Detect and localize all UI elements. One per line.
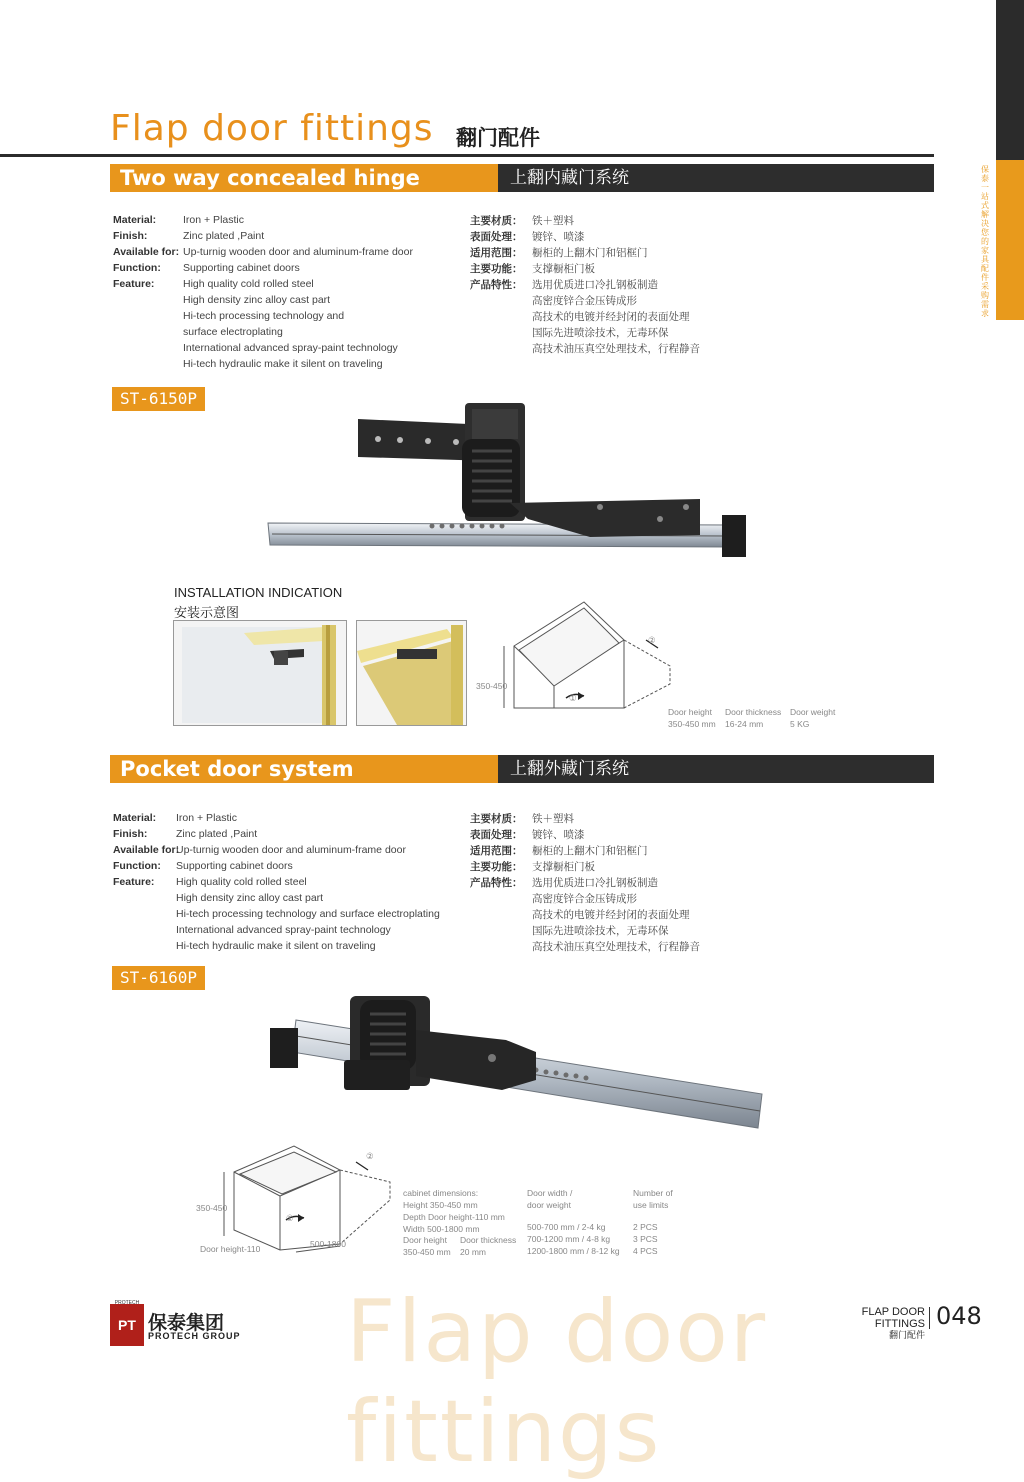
spec-value-cn: 铁＋塑料 — [532, 813, 574, 825]
use-limits — [633, 1187, 673, 1257]
product-image-hinge — [260, 395, 750, 560]
footer-label-cn: 翻门配件 — [888, 1330, 925, 1340]
spec-value-cn: 高技术油压真空处理技术，行程静音 — [532, 941, 700, 953]
spec-value-cn: 国际先进喷涂技术，无毒环保 — [532, 925, 669, 937]
cabinet-dim-head: cabinet dimensions: — [403, 1188, 479, 1198]
section2-title-bar — [110, 755, 498, 783]
spec-value: Zinc plated ,Paint — [176, 828, 258, 840]
cabinet-height-dim: 350-450 — [476, 681, 508, 691]
page-number: 048 — [936, 1302, 982, 1330]
page-title-cn: 翻门配件 — [456, 127, 540, 150]
spec-label-cn: 主要材质： — [470, 215, 523, 227]
spec-label-cn: 表面处理： — [470, 231, 523, 243]
spec-door-thickness — [725, 706, 781, 730]
spec-label: Feature: — [113, 876, 155, 888]
edge-slogan: 保泰 一站式解决您的家具配件采购需求 — [981, 165, 989, 318]
page-title: Flap door fittings — [110, 108, 434, 149]
install-title: INSTALLATION INDICATION — [174, 585, 343, 600]
marker-1: ① — [569, 693, 577, 703]
section1-spec-cn — [470, 213, 730, 363]
footer-divider — [929, 1307, 930, 1329]
spec-label: Feature: — [113, 278, 155, 290]
spec-label-cn: 适用范围： — [470, 845, 523, 857]
spec-val: 700-1200 mm / 4-8 kg — [527, 1234, 611, 1244]
spec-value-cn: 橱柜的上翻木门和铝框门 — [532, 247, 648, 259]
spec-label: Finish: — [113, 230, 148, 242]
cabinet-dim-width: Width 500-1800 mm — [403, 1224, 480, 1234]
model-tag: ST-6160P — [112, 966, 205, 990]
title-rule — [0, 154, 934, 157]
spec-value-cn: 镀锌、喷漆 — [532, 231, 585, 243]
spec-value-cn: 选用优质进口冷扎钢板制造 — [532, 877, 658, 889]
spec-head: Door height — [668, 707, 712, 717]
spec-label-cn: 主要功能： — [470, 861, 523, 873]
spec-label-cn: 适用范围： — [470, 247, 523, 259]
spec-label-cn: 主要材质： — [470, 813, 523, 825]
door-width-weight — [527, 1187, 620, 1257]
marker-2: ② — [648, 635, 656, 645]
spec-label-cn: 产品特性： — [470, 877, 523, 889]
install-photo-closed — [173, 620, 347, 726]
spec-door-weight — [790, 706, 835, 730]
spec-label: Available for: — [113, 844, 180, 856]
section2-spec-cn — [470, 811, 730, 961]
spec-head: Door width / — [527, 1188, 573, 1198]
cabinet2-height-dim: 350-450 — [196, 1203, 228, 1213]
footer-section-label — [815, 1306, 925, 1341]
spec-value: Hi-tech hydraulic make it silent on traveling — [176, 940, 376, 952]
logo-mark-text: PT — [118, 1317, 136, 1333]
spec-label: Available for: — [113, 246, 180, 258]
spec-label-cn: 主要功能： — [470, 263, 523, 275]
company-logo-mark — [110, 1304, 144, 1346]
spec-val: 350-450 mm — [668, 719, 716, 729]
section2-spec-en — [113, 810, 465, 960]
spec-value-cn: 镀锌、喷漆 — [532, 829, 585, 841]
spec-door-height — [668, 706, 716, 730]
spec-value-cn: 高技术油压真空处理技术，行程静音 — [532, 343, 700, 355]
spec-val: 350-450 mm — [403, 1247, 451, 1257]
spec-value: Supporting cabinet doors — [176, 860, 293, 872]
section1-title-bar-cn — [498, 164, 934, 192]
marker-2: ② — [366, 1151, 374, 1161]
spec-value-cn: 高技术的电镀并经封闭的表面处理 — [532, 909, 690, 921]
spec-value: Up-turnig wooden door and aluminum-frame door — [183, 246, 413, 258]
section2-title-cn: 上翻外藏门系统 — [510, 759, 629, 778]
spec-value: High density zinc alloy cast part — [183, 294, 331, 306]
spec-label: Material: — [113, 214, 157, 226]
edge-band-orange — [996, 160, 1024, 320]
spec-val: 1200-1800 mm / 8-12 kg — [527, 1246, 620, 1256]
spec-head: Door thickness — [460, 1235, 517, 1245]
spec-val: 3 PCS — [633, 1234, 658, 1244]
spec-value-cn: 铁＋塑料 — [532, 215, 574, 227]
spec-value-cn: 橱柜的上翻木门和铝框门 — [532, 845, 648, 857]
spec-label: Function: — [113, 262, 161, 274]
spec-value: Hi-tech hydraulic make it silent on traveling — [183, 358, 383, 370]
cabinet-dim-height: Height 350-450 mm — [403, 1200, 478, 1210]
section1-title-cn: 上翻内藏门系统 — [510, 168, 629, 187]
spec-value: Hi-tech processing technology and — [183, 310, 345, 322]
spec-value: Zinc plated ,Paint — [183, 230, 265, 242]
spec-value: High quality cold rolled steel — [183, 278, 314, 290]
logo-small-text: PROTECH — [114, 1300, 140, 1306]
cabinet-dim-depth: Depth Door height-110 mm — [403, 1212, 505, 1222]
spec-label: Finish: — [113, 828, 148, 840]
spec-value-cn: 支撑橱柜门板 — [532, 263, 595, 275]
footer-watermark: Flap door fittings — [346, 1282, 768, 1482]
cabinet-dimensions — [403, 1187, 523, 1235]
spec-head: door weight — [527, 1200, 571, 1210]
install-subtitle: 安装示意图 — [174, 605, 240, 620]
spec-value: High density zinc alloy cast part — [176, 892, 324, 904]
spec-value: Iron + Plastic — [183, 214, 244, 226]
logo-name-en: PROTECH GROUP — [148, 1331, 241, 1341]
section2-title: Pocket door system — [120, 757, 354, 781]
spec-head: Door thickness — [725, 707, 782, 717]
spec-head: Door height — [403, 1235, 447, 1245]
door-thickness-spec — [460, 1234, 516, 1258]
cabinet2-width-dim: 500-1800 — [310, 1239, 346, 1249]
spec-value: Iron + Plastic — [176, 812, 237, 824]
spec-value: Hi-tech processing technology and surface electroplating — [176, 908, 440, 920]
section1-title-bar — [110, 164, 498, 192]
spec-head: Number of — [633, 1188, 673, 1198]
spec-value-cn: 高密度锌合金压铸成形 — [532, 295, 637, 307]
spec-label-cn: 表面处理： — [470, 829, 523, 841]
spec-value: International advanced spray-paint technology — [176, 924, 391, 936]
logo-name-cn: 保泰集团 — [148, 1313, 225, 1334]
spec-val: 5 KG — [790, 719, 810, 729]
cabinet2-depth-dim: Door height-110 — [200, 1244, 261, 1254]
spec-value-cn: 选用优质进口冷扎钢板制造 — [532, 279, 658, 291]
section1-title: Two way concealed hinge — [120, 166, 420, 190]
product-image-pocket — [266, 990, 766, 1135]
section1-spec-en — [113, 212, 463, 382]
footer-label-en: FLAP DOOR FITTINGS — [861, 1306, 925, 1330]
section2-title-bar-cn — [498, 755, 934, 783]
spec-value: International advanced spray-paint technology — [183, 342, 398, 354]
spec-label: Material: — [113, 812, 157, 824]
edge-band-dark — [996, 0, 1024, 160]
spec-value-cn: 国际先进喷涂技术，无毒环保 — [532, 327, 669, 339]
model-tag: ST-6150P — [112, 387, 205, 411]
door-height-spec — [403, 1234, 451, 1258]
spec-label-cn: 产品特性： — [470, 279, 523, 291]
spec-val: 2 PCS — [633, 1222, 658, 1232]
spec-val: 4 PCS — [633, 1246, 658, 1256]
spec-val: 500-700 mm / 2-4 kg — [527, 1222, 606, 1232]
spec-value: surface electroplating — [183, 326, 283, 338]
spec-value: Up-turnig wooden door and aluminum-frame door — [176, 844, 406, 856]
spec-head: use limits — [633, 1200, 669, 1210]
spec-head: Door weight — [790, 707, 836, 717]
spec-value: Supporting cabinet doors — [183, 262, 300, 274]
spec-val: 20 mm — [460, 1247, 486, 1257]
spec-value-cn: 高密度锌合金压铸成形 — [532, 893, 637, 905]
spec-val: 16-24 mm — [725, 719, 764, 729]
spec-value-cn: 高技术的电镀并经封闭的表面处理 — [532, 311, 690, 323]
marker-1: ① — [286, 1213, 294, 1223]
spec-value: High quality cold rolled steel — [176, 876, 307, 888]
spec-value-cn: 支撑橱柜门板 — [532, 861, 595, 873]
install-photo-open — [356, 620, 467, 726]
spec-label: Function: — [113, 860, 161, 872]
